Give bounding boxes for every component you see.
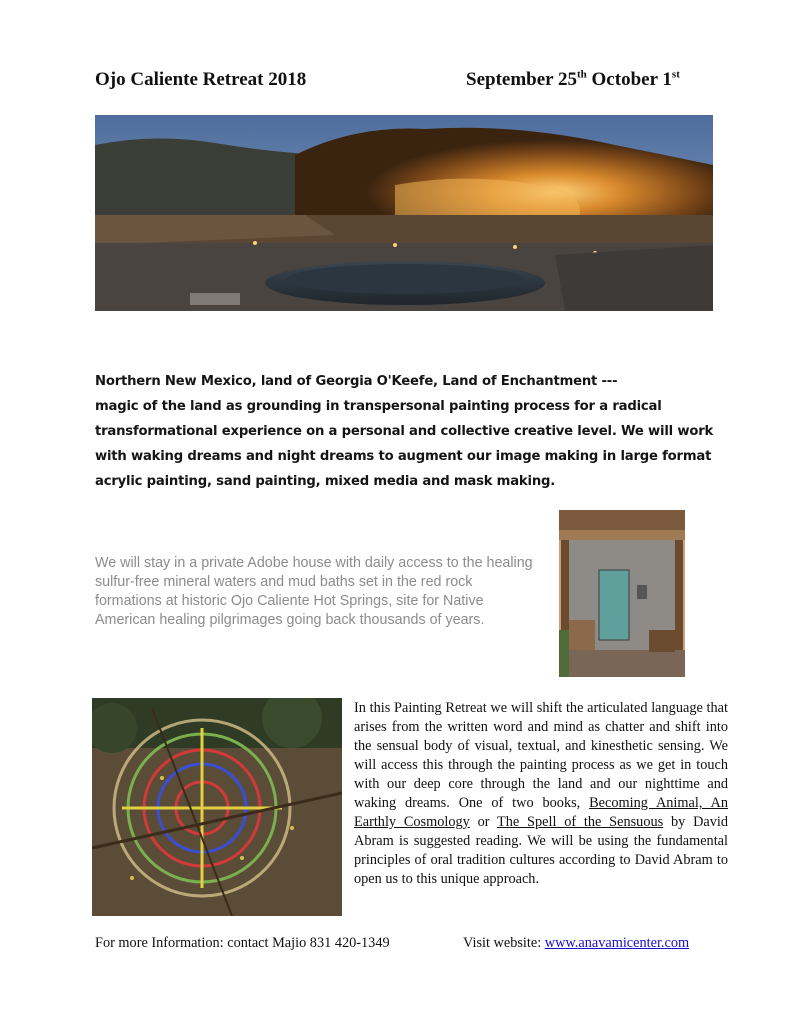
sand-mandala-photo	[92, 698, 342, 916]
date-start-suffix: th	[577, 68, 587, 81]
visit-label: Visit website:	[463, 935, 545, 951]
accommodation-text: We will stay in a private Adobe house with daily access to the healing sulfur-free mineral waters and mud baths set in the red rock formations at historic Ojo Caliente Hot Springs, site for Native American healing pilgrimages going back thousands of years.	[95, 555, 533, 628]
adobe-house-photo	[559, 510, 685, 677]
date-end-suffix: st	[671, 68, 680, 81]
intro-line-1: Northern New Mexico, land of Georgia O'Keefe, Land of Enchantment ---	[95, 374, 618, 389]
retreat-description	[354, 699, 728, 889]
book-title-spell-of-sensuous: The Spell of the Sensuous	[497, 814, 664, 830]
description-part-2: or	[469, 814, 498, 830]
website-line	[463, 935, 689, 952]
page-title: Ojo Caliente Retreat 2018	[95, 69, 307, 90]
intro-line-2: magic of the land as grounding in transpersonal painting process for a radical transformational experience on a personal and collective creative level. We will work with waking dreams and night dreams to augment our image making in large format acrylic painting, sand painting, mixed media and mask making.	[95, 399, 714, 489]
canyon-photo	[95, 115, 713, 311]
website-link[interactable]: www.anavamicenter.com	[544, 935, 690, 951]
retreat-dates	[466, 69, 680, 91]
contact-info: For more Information: contact Majio 831 420-1349	[95, 935, 390, 951]
intro-text	[95, 369, 720, 494]
book-title-becoming-animal: Becoming Animal, An Earthly Cosmology	[354, 795, 728, 830]
description-part-3: by David Abram is suggested reading. We will be using the fundamental principles of oral tradition cultures according to David Abram to open us to this unique approach.	[354, 814, 729, 887]
description-part-1: In this Painting Retreat we will shift the articulated language that arises from the written word and mind as chatter and shift into the sensual body of visual, textual, and kinesthetic sensing. We will access this through the painting process as we get in touch with our deep core through the land and our nighttime and waking dreams. One of two books,	[354, 700, 728, 811]
date-end: October 1	[586, 69, 672, 90]
date-start: September 25	[466, 69, 577, 90]
